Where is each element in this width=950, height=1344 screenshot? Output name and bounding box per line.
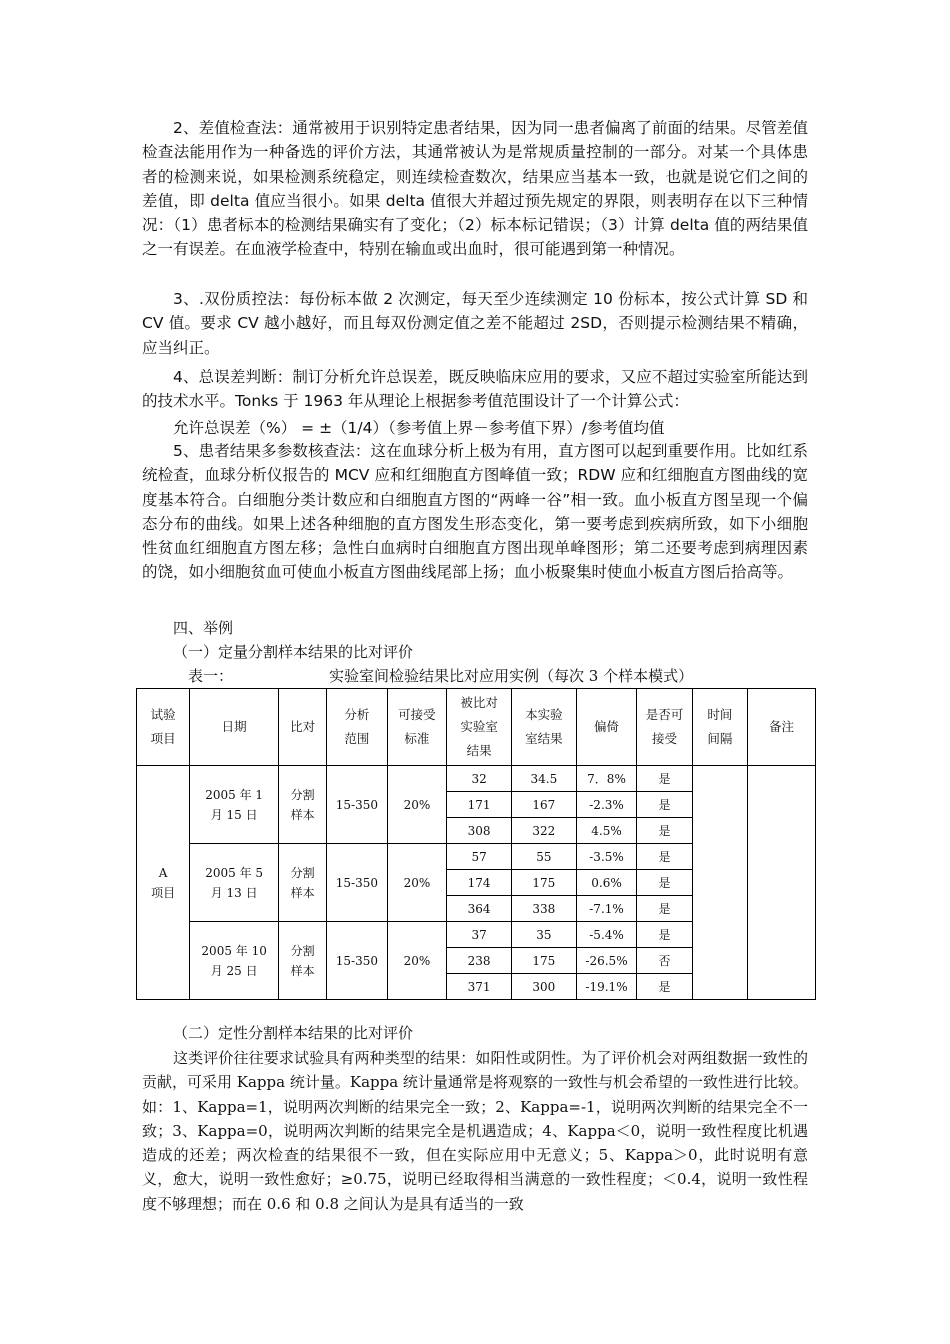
paragraph-delta-check: 2、差值检查法：通常被用于识别特定患者结果，因为同一患者偏离了前面的结果。尽管差值检查法能用作为一种备选的评价方法，其通常被认为是常规质量控制的一部分。对某一个具体患者的检测来说，如果检测系统稳定，则连续检查数次，结果应当基本一致，也就是说它们之间的差值，即 delta 值应当很小。如果 delta 值很大并超过预先规定的界限，则表明存在以下三种情况：（1）患者标本的检测结果确实有了变化；（2）标本标记错误；（3）计算 delta 值的两结果值之一有误差。在血液学检查中，特别在输血或出血时，很可能遇到第一种情况。: [142, 119, 808, 259]
cell-acceptable: 是: [637, 896, 692, 922]
paragraph-duplicate-control: 3、.双份质控法：每份标本做 2 次测定，每天至少连续测定 10 份标本，按公式计算 SD 和 CV 值。要求 CV 越小越好，而且每双份测定值之差不能超过 2SD，否则提示检测结果不精确，应当纠正。: [142, 290, 808, 357]
cell-acceptable: 是: [637, 792, 692, 818]
cell-interval: [692, 766, 747, 1000]
cell-range: 15-350: [327, 922, 388, 1000]
cell-bias: -26.5%: [576, 948, 637, 974]
table-title: 实验室间检验结果比对应用实例（每次 3 个样本模式）: [329, 667, 694, 685]
cell-acceptable: 是: [637, 974, 692, 1000]
cell-own-result: 322: [511, 818, 576, 844]
section-heading-examples: 四、举例: [173, 619, 234, 637]
table-label: 表一：: [188, 667, 234, 685]
cell-other-result: 171: [447, 792, 512, 818]
header-range: 分析 范围: [327, 689, 388, 766]
cell-range: 15-350: [327, 766, 388, 844]
cell-compare: 分割 样本: [279, 844, 327, 922]
cell-date: 2005 年 1 月 15 日: [190, 766, 279, 844]
cell-notes: [748, 766, 816, 1000]
subsection-heading-quantitative: （一）定量分割样本结果的比对评价: [173, 643, 414, 661]
cell-other-result: 57: [447, 844, 512, 870]
cell-own-result: 35: [511, 922, 576, 948]
cell-range: 15-350: [327, 844, 388, 922]
header-acceptable: 是否可 接受: [637, 689, 692, 766]
comparison-table: [136, 688, 816, 1000]
header-other-lab: 被比对 实验室 结果: [447, 689, 512, 766]
cell-bias: 7．8%: [576, 766, 637, 792]
table-header-row: [137, 689, 816, 766]
cell-bias: -7.1%: [576, 896, 637, 922]
header-compare: 比对: [279, 689, 327, 766]
formula-allowable-error: 允许总误差（%） = ±（1/4）（参考值上界－参考值下界）/参考值均值: [173, 419, 665, 437]
cell-bias: -5.4%: [576, 922, 637, 948]
paragraph-kappa: 这类评价往往要求试验具有两种类型的结果：如阳性或阴性。为了评价机会对两组数据一致性的贡献，可采用 Kappa 统计量。Kappa 统计量通常是将观察的一致性与机会希望的一致性进行比较。如：1、Kappa=1，说明两次判断的结果完全一致；2、Kappa=-1，说明两次判断的结果完全不一致；3、Kappa=0，说明两次判断的结果完全是机遇造成；4、Kappa＜0，说明一致性程度比机遇造成的还差；两次检查的结果很不一致，但在实际应用中无意义；5、Kappa＞0，此时说明有意义，愈大，说明一致性愈好；≥0.75，说明已经取得相当满意的一致性程度；＜0.4，说明一致性程度不够理想；而在 0.6 和 0.8 之间认为是具有适当的一致: [142, 1049, 808, 1213]
cell-own-result: 175: [511, 948, 576, 974]
paragraph-multi-parameter: 5、患者结果多参数核查法：这在血球分析上极为有用，直方图可以起到重要作用。比如红系统检查，血球分析仪报告的 MCV 应和红细胞直方图峰值一致；RDW 应和红细胞直方图曲线的宽度基本符合。白细胞分类计数应和白细胞直方图的“两峰一谷”相一致。血小板直方图呈现一个偏态分布的曲线。如果上述各种细胞的直方图发生形态变化，第一要考虑到疾病所致，如下小细胞性贫血红细胞直方图左移；急性白血病时白细胞直方图出现单峰图形；第二还要考虑到病理因素的饶，如小细胞贫血可使血小板直方图曲线尾部上扬；血小板聚集时使血小板直方图后拾高等。: [142, 442, 808, 582]
cell-own-result: 167: [511, 792, 576, 818]
cell-other-result: 371: [447, 974, 512, 1000]
table-row: [137, 766, 816, 792]
cell-compare: 分割 样本: [279, 922, 327, 1000]
cell-acceptable: 是: [637, 922, 692, 948]
cell-date: 2005 年 10 月 25 日: [190, 922, 279, 1000]
cell-date: 2005 年 5 月 13 日: [190, 844, 279, 922]
cell-other-result: 364: [447, 896, 512, 922]
paragraph-total-error: 4、总误差判断：制订分析允许总误差，既反映临床应用的要求，又应不超过实验室所能达到的技术水平。Tonks 于 1963 年从理论上根据参考值范围设计了一个计算公式：: [142, 368, 808, 411]
cell-acceptable: 否: [637, 948, 692, 974]
cell-bias: -2.3%: [576, 792, 637, 818]
cell-acceptable: 是: [637, 766, 692, 792]
cell-acceptable: 是: [637, 818, 692, 844]
cell-bias: -19.1%: [576, 974, 637, 1000]
cell-compare: 分割 样本: [279, 766, 327, 844]
cell-own-result: 300: [511, 974, 576, 1000]
header-notes: 备注: [748, 689, 816, 766]
cell-other-result: 37: [447, 922, 512, 948]
cell-other-result: 174: [447, 870, 512, 896]
header-bias: 偏倚: [576, 689, 637, 766]
cell-standard: 20%: [387, 766, 447, 844]
header-test-item: 试验 项目: [137, 689, 190, 766]
cell-acceptable: 是: [637, 844, 692, 870]
cell-bias: -3.5%: [576, 844, 637, 870]
cell-own-result: 55: [511, 844, 576, 870]
cell-own-result: 34.5: [511, 766, 576, 792]
cell-own-result: 175: [511, 870, 576, 896]
cell-other-result: 308: [447, 818, 512, 844]
cell-bias: 4.5%: [576, 818, 637, 844]
cell-standard: 20%: [387, 844, 447, 922]
header-own-lab: 本实验 室结果: [511, 689, 576, 766]
header-interval: 时间 间隔: [692, 689, 747, 766]
cell-acceptable: 是: [637, 870, 692, 896]
cell-own-result: 338: [511, 896, 576, 922]
cell-standard: 20%: [387, 922, 447, 1000]
header-standard: 可接受 标准: [387, 689, 447, 766]
header-date: 日期: [190, 689, 279, 766]
cell-test-item: A 项目: [137, 766, 190, 1000]
subsection-heading-qualitative: （二）定性分割样本结果的比对评价: [173, 1024, 414, 1042]
cell-bias: 0.6%: [576, 870, 637, 896]
cell-other-result: 32: [447, 766, 512, 792]
cell-other-result: 238: [447, 948, 512, 974]
